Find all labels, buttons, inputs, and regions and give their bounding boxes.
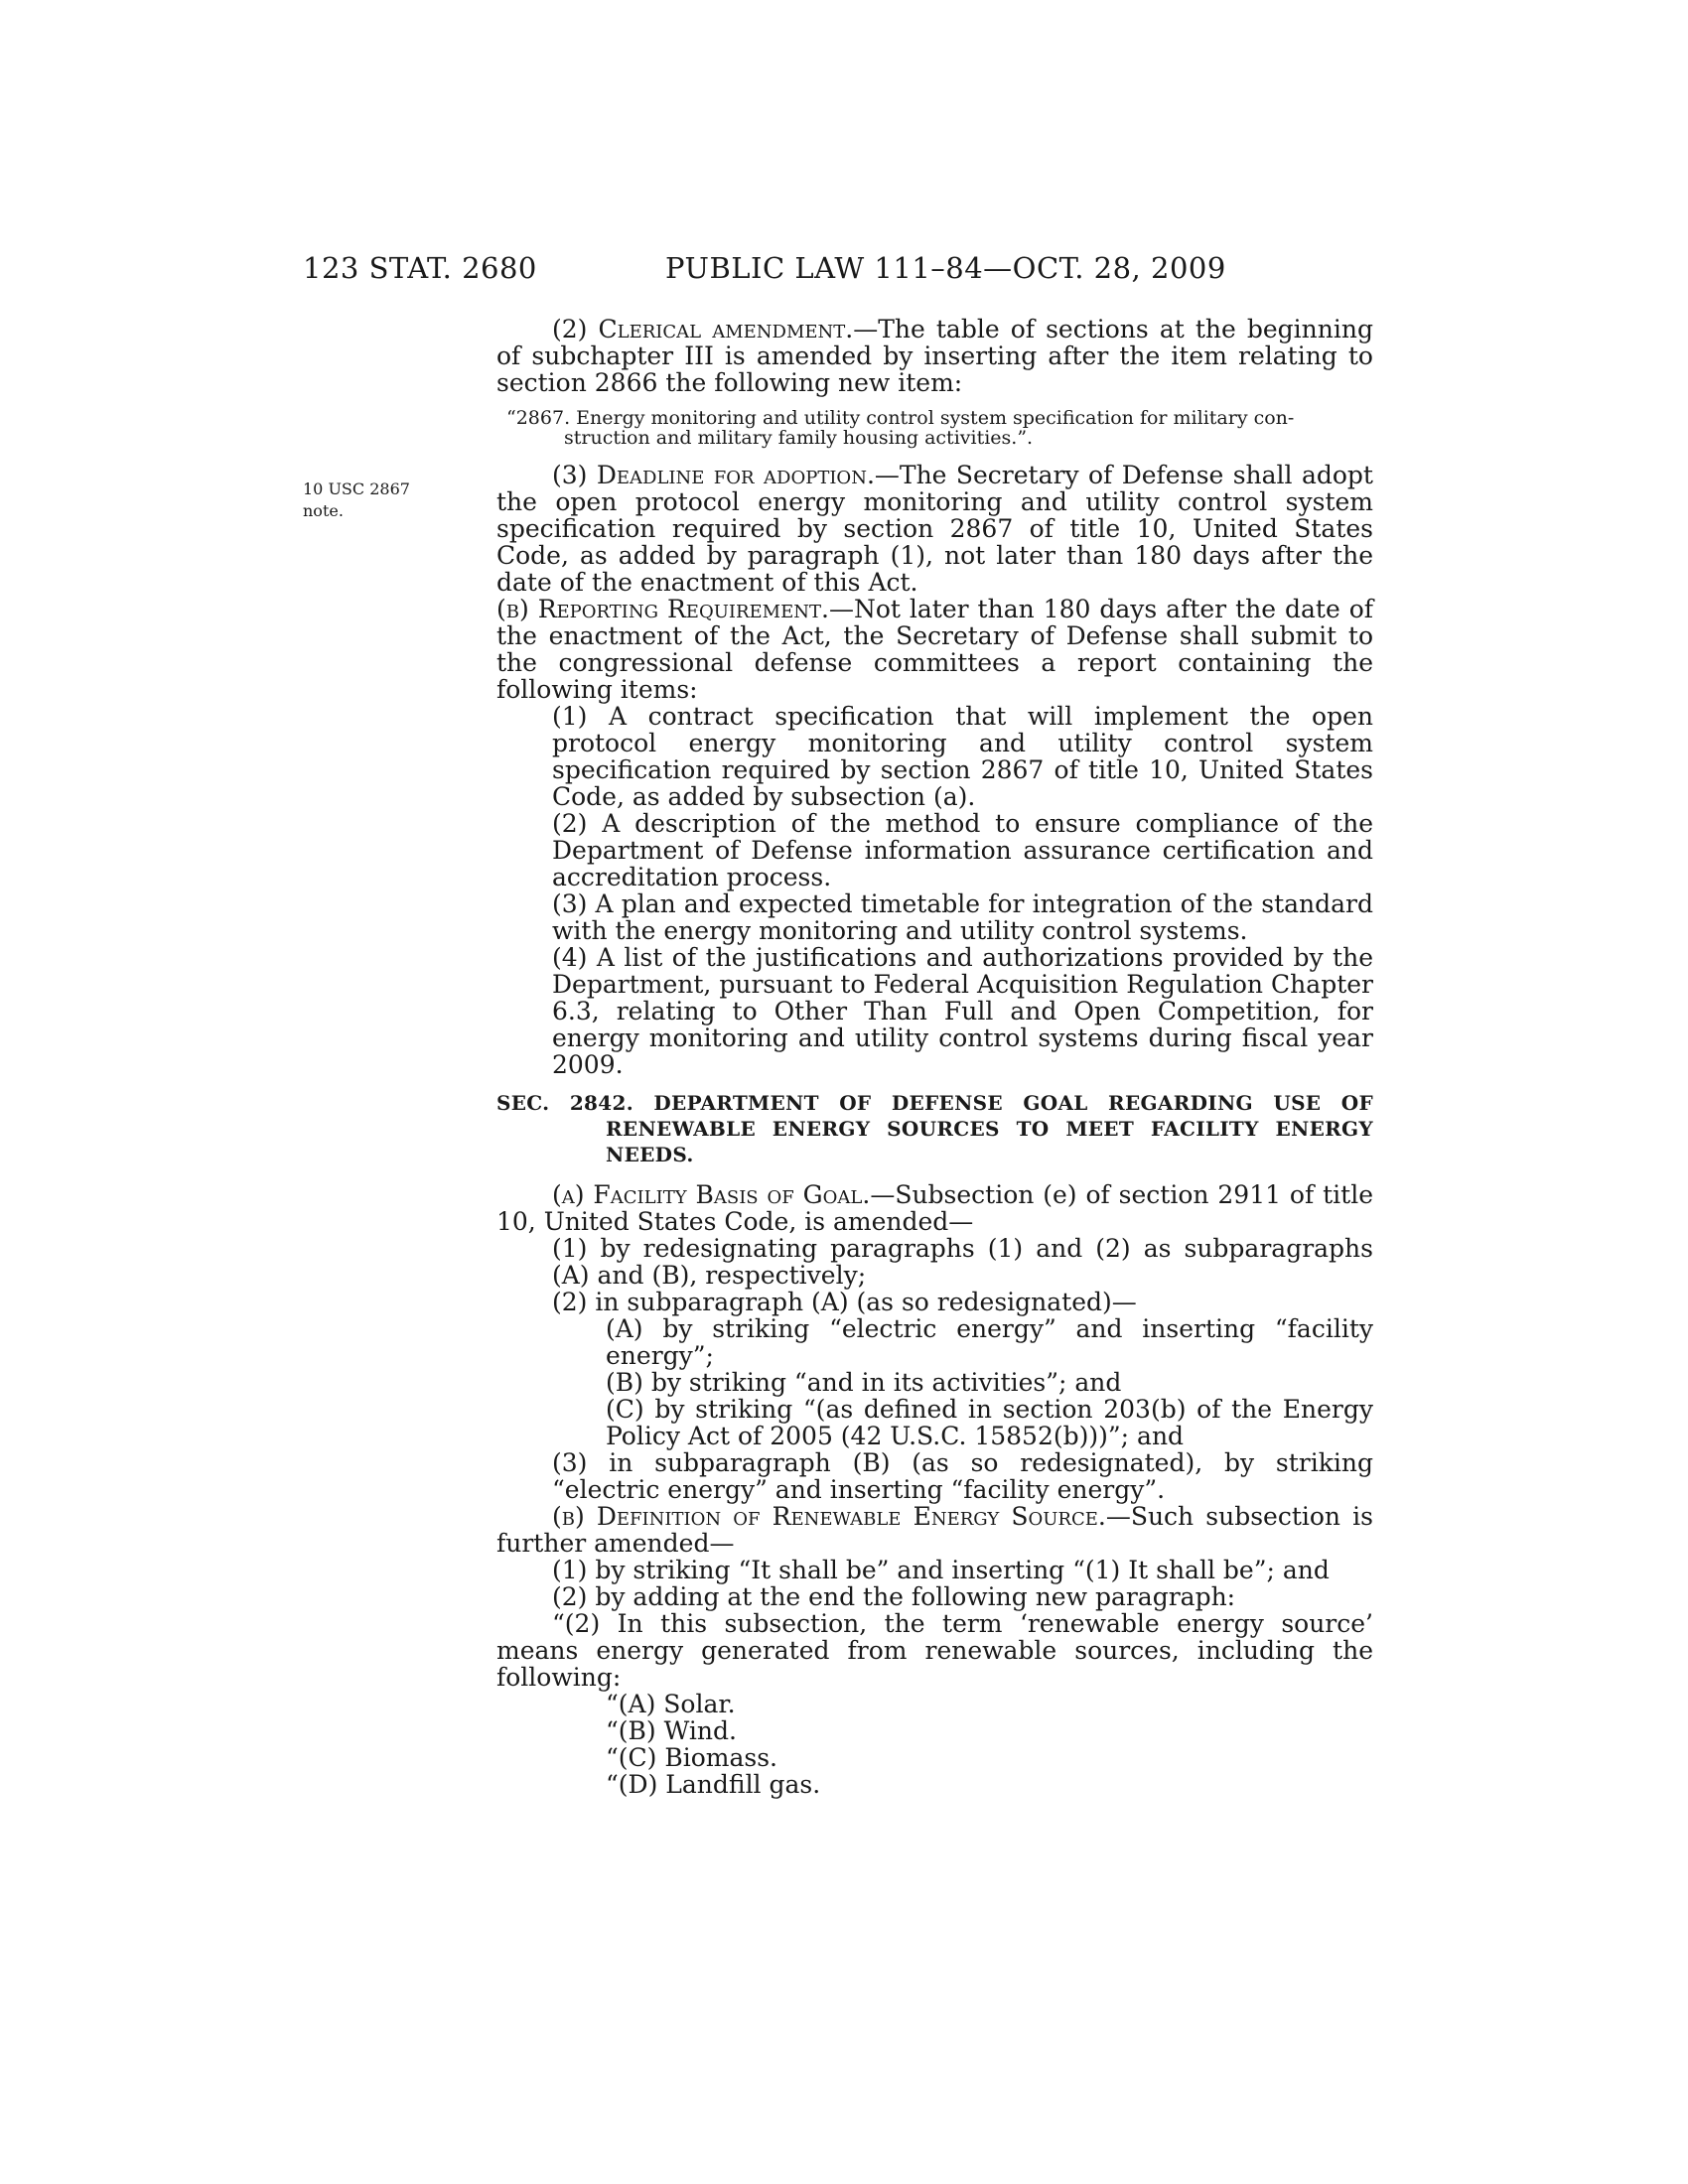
renewable-source-biomass: “(C) Biomass. bbox=[606, 1743, 777, 1772]
definition-item-2: (2) by adding at the end the following new paragraph: bbox=[552, 1582, 1236, 1611]
margin-note-line-2: note. bbox=[303, 501, 344, 520]
subsection-reporting-requirement bbox=[496, 596, 1373, 703]
amendment-item-2: (2) in subparagraph (A) (as so redesignated)— bbox=[552, 1288, 1137, 1316]
report-item-1: (1) A contract specification that will implement the open protocol energy monitoring and utility control system specification required by section 2867 of title 10, United States Code, as added by subsection (a). bbox=[552, 702, 1373, 811]
paragraph-heading: (2) Clerical amendment. bbox=[552, 315, 854, 343]
subsection-text: —Not later than 180 days after the date of the enactment of the Act, the Secretary of Defense shall submit to the congressional defense committees a report containing the following items: bbox=[496, 595, 1374, 704]
subsection-definition-renewable-energy bbox=[496, 1503, 1373, 1557]
subsection-facility-basis bbox=[496, 1181, 1373, 1235]
paragraph-deadline-for-adoption bbox=[496, 462, 1373, 596]
amendment-item-3: (3) in subparagraph (B) (as so redesignated), by striking “electric energy” and inserting “facility energy”. bbox=[552, 1448, 1373, 1504]
amendment-subitem-a: (A) by striking “electric energy” and inserting “facility energy”; bbox=[606, 1314, 1373, 1370]
quoted-definition-paragraph: “(2) In this subsection, the term ‘renewable energy source’ means energy generated from renewable sources, including the following: bbox=[496, 1609, 1373, 1692]
renewable-source-solar: “(A) Solar. bbox=[606, 1690, 736, 1718]
document-body bbox=[496, 316, 1373, 1798]
public-law-title: PUBLIC LAW 111–84—OCT. 28, 2009 bbox=[665, 251, 1226, 285]
report-item-3: (3) A plan and expected timetable for integration of the standard with the energy monitoring and utility control systems. bbox=[552, 889, 1373, 945]
amendment-item-1: (1) by redesignating paragraphs (1) and (2) as subparagraphs (A) and (B), respectively; bbox=[552, 1234, 1373, 1290]
report-item-2: (2) A description of the method to ensure compliance of the Department of Defense information assurance certification and accreditation process. bbox=[552, 809, 1373, 891]
margin-citation-note bbox=[303, 478, 462, 522]
quoted-item-line-1: “2867. Energy monitoring and utility control system specification for military con- bbox=[506, 407, 1295, 429]
subsection-heading: (b) Definition of Renewable Energy Source. bbox=[552, 1502, 1106, 1531]
quoted-table-item bbox=[496, 408, 1373, 448]
paragraph-text: —The Secretary of Defense shall adopt the open protocol energy monitoring and utility control system specification required by section 2867 of title 10, United States Code, as added by paragraph (1), not later than 180 days after the date of the enactment of this Act. bbox=[496, 461, 1373, 597]
renewable-source-wind: “(B) Wind. bbox=[606, 1716, 737, 1745]
renewable-source-landfill-gas: “(D) Landfill gas. bbox=[606, 1770, 821, 1799]
running-header bbox=[303, 248, 1375, 288]
section-heading: SEC. 2842. DEPARTMENT OF DEFENSE GOAL REGARDING USE OF RENEWABLE ENERGY SOURCES TO MEET FACILITY ENERGY NEEDS. bbox=[496, 1091, 1373, 1166]
subsection-text: —Such subsection is further amended— bbox=[496, 1502, 1373, 1558]
subsection-text: —Subsection (e) of section 2911 of title 10, United States Code, is amended— bbox=[496, 1180, 1373, 1236]
report-item-4: (4) A list of the justifications and authorizations provided by the Department, pursuant to Federal Acquisition Regulation Chapter 6.3, relating to Other Than Full and Open Competition, for energy monitoring and utility control systems during fiscal year 2009. bbox=[552, 943, 1373, 1079]
paragraph-clerical-amendment bbox=[496, 316, 1373, 396]
amendment-subitem-b: (B) by striking “and in its activities”; and bbox=[606, 1368, 1122, 1397]
subsection-heading: (a) Facility Basis of Goal. bbox=[552, 1180, 871, 1209]
subsection-heading: (b) Reporting Requirement. bbox=[496, 595, 829, 623]
amendment-subitem-c: (C) by striking “(as defined in section 203(b) of the Energy Policy Act of 2005 (42 U.S.C. 15852(b)))”; and bbox=[606, 1395, 1373, 1450]
paragraph-heading: (3) Deadline for adoption. bbox=[552, 461, 875, 489]
paragraph-text: —The table of sections at the beginning of subchapter III is amended by inserting after the item relating to section 2866 the following new item: bbox=[496, 315, 1373, 397]
definition-item-1: (1) by striking “It shall be” and inserting “(1) It shall be”; and bbox=[552, 1556, 1330, 1584]
statute-page-number: 123 STAT. 2680 bbox=[303, 251, 537, 285]
quoted-item-line-2: struction and military family housing activities.”. bbox=[564, 427, 1034, 449]
margin-note-line-1: 10 USC 2867 bbox=[303, 479, 410, 498]
